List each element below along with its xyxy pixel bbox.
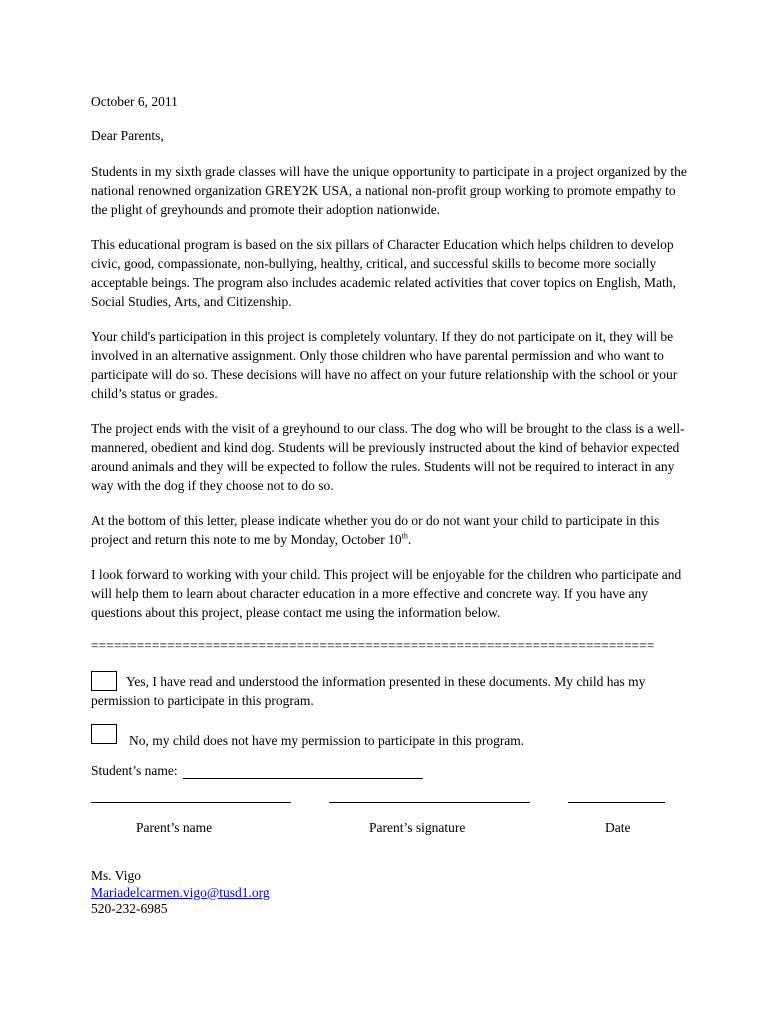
- paragraph-closing: I look forward to working with your child. This project will be enjoyable for the children who participate and will help them to learn about character education in a more effective and concrete way. If you have any questions about this project, please contact me using the information below.: [91, 567, 682, 620]
- salutation: Dear Parents,: [91, 128, 164, 143]
- deadline-period: .: [407, 532, 412, 547]
- option-yes: [91, 672, 691, 710]
- paragraph-program: This educational program is based on the six pillars of Character Education which helps children to develop civic, good, compassionate, non-bullying, healthy, critical, and successful skills to become more socially acceptable beings. The program also includes academic related activities that cover topics on English, Math, Social Studies, Arts, and Citizenship.: [91, 237, 676, 309]
- teacher-name: Ms. Vigo: [91, 868, 141, 883]
- student-name-label: Student’s name:: [91, 763, 178, 778]
- letter-body: [91, 92, 691, 779]
- deadline-text: At the bottom of this letter, please indicate whether you do or do not want your child to participate in this project and return this note to me by Monday, October 10: [91, 513, 660, 547]
- parent-name-field[interactable]: [91, 802, 291, 803]
- option-no-label: No, my child does not have my permission to participate in this program.: [129, 733, 525, 748]
- signature-lines: [91, 802, 671, 804]
- paragraph-dog-visit: The project ends with the visit of a greyhound to our class. The dog who will be brought to the class is a well-mannered, obedient and kind dog. Students will be previously instructed about the kind of behavior expected around animals and they will be expected to follow the rules. Students will not be required to interact in any way with the dog if they choose not to do so.: [91, 421, 685, 493]
- option-yes-label-line1: Yes, I have read and understood the information presented in these documents. My child has my: [126, 674, 646, 689]
- paragraph-intro: Students in my sixth grade classes will have the unique opportunity to participate in a project organized by the national renowned organization GREY2K USA, a national non-profit group working to promote empathy to the plight of greyhounds and promote their adoption nationwide.: [91, 164, 687, 217]
- parent-name-label: Parent’s name: [136, 820, 213, 835]
- paragraph-voluntary: Your child's participation in this project is completely voluntary. If they do not participate on it, they will be involved in an alternative assignment. Only those children who have parental permission and who want to participate will do so. These decisions will have no affect on your future relationship with the school or your child’s status or grades.: [91, 329, 678, 401]
- date-label: Date: [605, 820, 631, 835]
- teacher-email-link[interactable]: Mariadelcarmen.vigo@tusd1.org: [91, 884, 270, 900]
- letter-date: October 6, 2011: [91, 94, 178, 109]
- option-no: [91, 727, 691, 751]
- student-name-row: [91, 763, 691, 779]
- option-yes-label-line2: permission to participate in this program.: [91, 693, 314, 708]
- deadline-superscript: th: [401, 531, 408, 541]
- yes-checkbox[interactable]: [91, 671, 117, 691]
- parent-signature-label: Parent’s signature: [369, 820, 466, 835]
- paragraph-deadline: [91, 511, 691, 549]
- student-name-field[interactable]: [183, 764, 423, 779]
- parent-signature-field[interactable]: [329, 802, 530, 803]
- teacher-phone: 520-232-6985: [91, 901, 168, 916]
- date-field[interactable]: [568, 802, 665, 803]
- signoff-block: [91, 868, 270, 918]
- divider-line: ==========================================================================: [91, 638, 655, 653]
